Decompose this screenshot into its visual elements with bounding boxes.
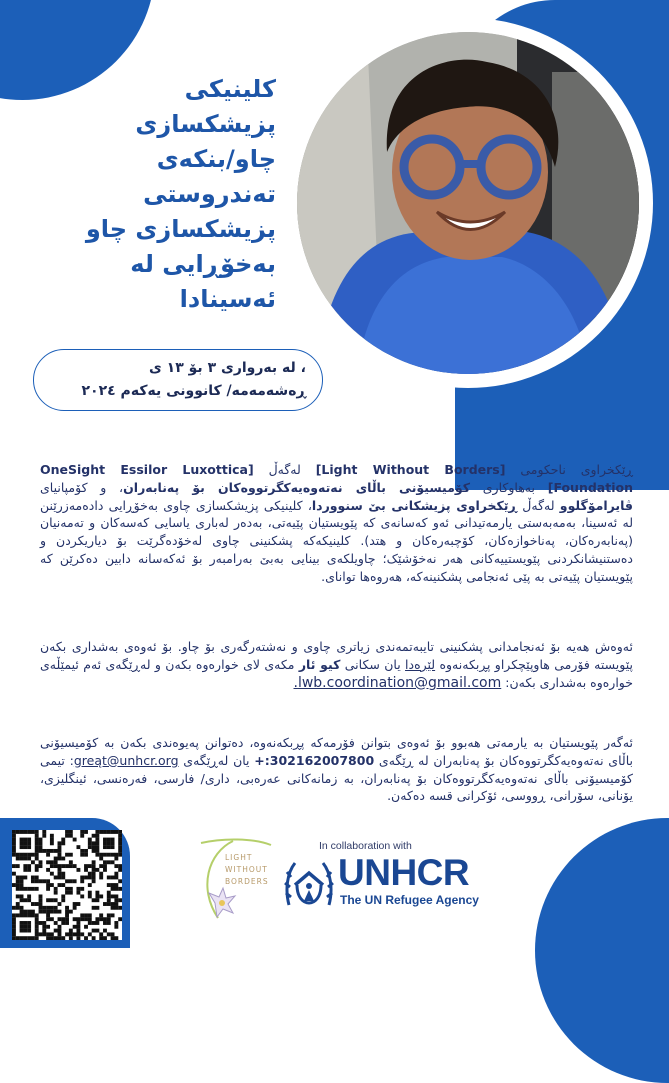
- collaboration-label: In collaboration with: [319, 840, 412, 852]
- unhcr-wordmark: UNHCR: [338, 852, 470, 893]
- org-name: [OneSight Essilor Luxottica Foundation]: [40, 462, 633, 495]
- child-photo: [297, 32, 639, 374]
- page-title: [85, 72, 276, 317]
- title-line: ئەسینادا: [179, 285, 276, 313]
- text-run: یان سکانی: [340, 656, 406, 672]
- text-run: ئەگەر پێویستیان بە یارمەتی هەبوو بۆ ئەوەی بتوانن فۆرمەکە پڕبکەنەوە، دەتوانن پەیوەندی بکەن بە کۆمیسیۆنی باڵای نەتەوەیەکگرتووەکان بۆ پەنابەران لە ڕێگەی: [40, 735, 633, 768]
- intro-paragraph: [40, 461, 633, 586]
- qr-label: کیو ئار: [298, 656, 341, 672]
- org-name: [Light Without Borders]: [315, 462, 506, 477]
- text-run: ، و کۆمپانیای: [40, 479, 124, 495]
- form-link[interactable]: لێرەدا: [405, 656, 436, 672]
- date-line: ڕەشەمەمە/ کانوونی یەکەم ٢٠٢٤: [81, 383, 306, 399]
- unhcr-emblem-icon: [283, 855, 335, 911]
- text-run: بەهاوکاری: [470, 479, 548, 495]
- title-line: پزیشکسازی چاو: [85, 215, 276, 243]
- lwb-line: WITHOUT: [225, 865, 268, 874]
- title-line: چاو/بنکەی: [156, 145, 276, 173]
- text-run: یان لەڕێگەی: [178, 752, 255, 768]
- title-line: کلینیکی: [184, 75, 276, 103]
- text-run: : تیمی کۆمیسیۆنی باڵای نەتەوەیەکگرتووەکان بۆ پەنابەران، بە زمانەکانی عەرەبی، داری/ فارسی، فەرەنسی، ئینگلیزی، یۆنانی، سۆرانی، ڕووسی، ئۆکرانی قسە دەکەن.: [40, 752, 633, 804]
- org-name: ڤایرامۆگلوو: [559, 497, 633, 513]
- registration-paragraph: [40, 638, 633, 692]
- qr-code[interactable]: [12, 830, 122, 940]
- org-name: کۆمیسیۆنی باڵای نەتەوەیەکگرتووەکان بۆ پەنابەران: [123, 479, 471, 495]
- unhcr-tagline: The UN Refugee Agency: [340, 893, 479, 907]
- lwb-wordmark: [225, 852, 271, 888]
- title-line: تەندروستی: [143, 180, 276, 208]
- lwb-line: LIGHT: [225, 853, 253, 862]
- text-run: بۆ ئەوەی بەشداری بکەن پێویستە فۆرمی هاوپێچکراو پڕبکەنەوە: [40, 639, 633, 672]
- lwb-line: BORDERS: [225, 877, 269, 886]
- email-link[interactable]: lwb.coordination@gmail.com.: [293, 674, 502, 691]
- text-run: لەگەڵ: [517, 497, 560, 513]
- title-line: پزیشکسازی: [135, 110, 276, 138]
- text-run: ئەوەش هەیە بۆ ئەنجامدانی پشکنینی تایبەتمەندی زیاتری چاوی و نەشتەرگەری بۆ چاو.: [177, 639, 633, 654]
- text-run: لەگەڵ: [253, 462, 316, 477]
- help-paragraph: [40, 734, 633, 805]
- org-name: ڕێکخراوی پزیشکانی بێ سنووردا: [311, 497, 518, 513]
- unhcr-email-link[interactable]: greąt@unhcr.org: [73, 752, 179, 768]
- phone-number[interactable]: 302162007800:+: [254, 752, 375, 768]
- date-callout: [33, 349, 323, 411]
- title-line: بەخۆڕایی لە: [130, 250, 276, 278]
- text-run: ، کلینیکی پزیشکسازی چاوی بەخۆڕایی دادەمەزرێنن لە ئەسینا، بەمەبەستی یارمەتیدانی ئەو کەسانەی کە پێویستیان پێیەتی، بەدەر لەباری یاسایی کەسەکان و تەمەنیان (پەنابەرەکان، پەناخوازەکان، کۆچبەرەکان و هتد). کلینیکەکە پشکنینی چاوی لەخۆدەگرێت بۆ دیاریکردن و دەستنیشانکردنی پێویستییەکانی هەر نەخۆشێک؛ چاویلکەی بینایی بەبێ بەرامبەر بۆ ئەکەسانە دابین دەکرێن کە پێویستیان پێیەتی بە پێی ئەنجامی پشکنینەکە، هەروەها توانای.: [40, 497, 633, 584]
- date-line: ، لە بەرواری ٣ بۆ ١٣ ی: [148, 360, 306, 376]
- text-run: ڕێکخراوی ناحکومی: [505, 462, 633, 477]
- corner-circle-bottom-right: [535, 818, 669, 1083]
- text-run: مکەی لای خوارەوە بکەن و لەڕێگەی ئەم ئیمێڵەی خوارەوە بەشداری بکەن:: [40, 656, 633, 690]
